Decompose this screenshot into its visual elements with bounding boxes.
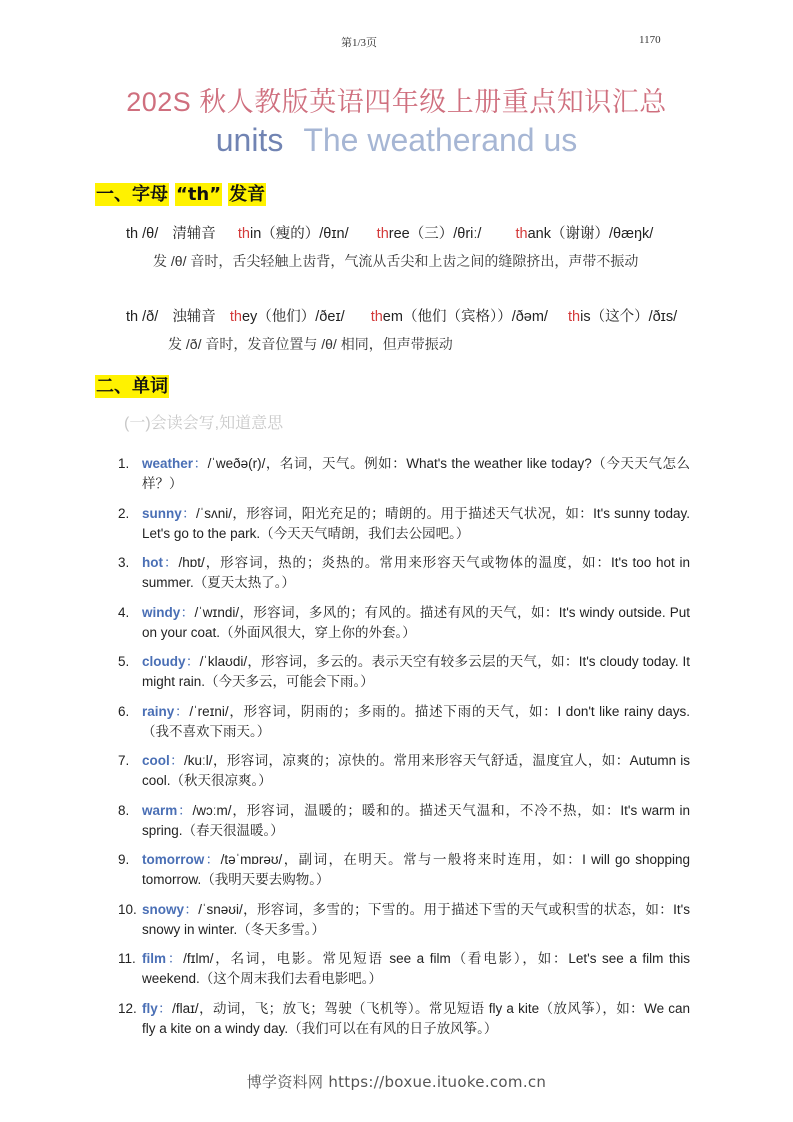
heading-highlight: 一、字母 <box>96 184 168 205</box>
heading-th: “th” <box>176 184 222 205</box>
heading-highlight: 二、单词 <box>96 376 168 397</box>
units-label: units <box>215 122 284 158</box>
voiced-description: 发 /ð/ 音时，发音位置与 /θ/ 相同，但声带振动 <box>168 336 453 352</box>
vocab-item: 3. hot：/hɒt/，形容词，热的；炎热的。常用来形容天气或物体的温度，如：It's too hot in summer.（夏天太热了。） <box>118 555 691 590</box>
section-heading-vocabulary <box>95 372 169 398</box>
vocab-item: 8. warm：/wɔːm/，形容词，温暖的；暖和的。描述天气温和，不冷不热，如：It's warm in spring.（春天很温暖。） <box>118 802 690 838</box>
vocab-item: 1. weather：/ˈweðə(r)/，名词，天气。例如：What's the weather like today?（今天天气怎么样？） <box>118 456 691 491</box>
heading-suffix: 发音 <box>229 184 266 205</box>
voiceless-th-line <box>126 222 653 243</box>
unit-title <box>0 122 793 159</box>
subheading-read-write: (一)会读会写,知道意思 <box>124 415 284 432</box>
vocab-item: 9. tomorrow：/təˈmɒrəʊ/，副词，在明天。常与一般将来时连用，如：I will go shopping tomorrow.（我明天要去购物。） <box>118 852 691 887</box>
section-heading-th-pronunciation <box>95 180 266 206</box>
vocab-word: windy <box>142 604 181 620</box>
voiceless-type: 清辅音 <box>172 226 216 242</box>
vocab-word: snowy <box>142 901 185 917</box>
vocab-word: film <box>142 951 167 966</box>
vocab-item: 12. fly：/flaɪ/，动词，飞；放飞；驾驶（飞机等）。常见短语 fly a kite（放风筝），如：We can fly a kite on a windy day.（我们可以在有风的日子放风筝。） <box>118 1000 691 1036</box>
example-them: them（他们（宾格））/ðəm/ <box>370 309 548 325</box>
vocab-item: 5. cloudy：/ˈklaʊdi/，形容词，多云的。表示天空有较多云层的天气，如：It's cloudy today. It might rain.（今天多云，可能会下雨。） <box>118 654 690 689</box>
vocab-item: 2. sunny：/ˈsʌni/，形容词，阳光充足的；晴朗的。用于描述天气状况，如：It's sunny today. Let's go to the park.（今天天气晴朗，我们去公园吧。） <box>118 505 690 541</box>
vocab-item: 10. snowy：/ˈsnəʊi/，形容词，多雪的；下雪的。用于描述下雪的天气或积雪的状态，如：It's snowy in winter.（冬天多雪。） <box>118 901 690 937</box>
vocab-word: fly <box>142 1000 158 1016</box>
example-this: this（这个）/ðɪs/ <box>568 309 678 325</box>
vocab-item: 7. cool：/kuːl/，形容词，凉爽的；凉快的。常用来形容天气舒适，温度宜人，如：Autumn is cool.（秋天很凉爽。） <box>118 753 690 788</box>
page-indicator: 第1/3页 <box>341 37 378 49</box>
voiced-type: 浊辅音 <box>172 309 216 325</box>
example-thank: thank（谢谢）/θæŋk/ <box>515 226 654 242</box>
vocab-item: 11. film：/fɪlm/，名词，电影。常见短语 see a film（看电影），如：Let's see a film this weekend.（这个周末我们去看电影吧。） <box>118 951 690 986</box>
vocab-word: rainy <box>142 703 175 719</box>
vocabulary-list <box>118 454 690 1048</box>
unit-name: The weatherand us <box>303 122 578 158</box>
vocab-word: cloudy <box>142 654 186 669</box>
vocab-word: sunny <box>142 505 182 521</box>
example-three: three（三）/θriː/ <box>376 226 482 242</box>
vocab-item: 4. windy：/ˈwɪndi/，形容词，多风的；有风的。描述有风的天气，如：It's windy outside. Put on your coat.（外面风很大，穿上你的外套。） <box>118 604 690 640</box>
example-they: they（他们）/ðeɪ/ <box>229 309 345 325</box>
footer-watermark: 博学资料网 https://boxue.ituoke.com.cn <box>246 1073 547 1091</box>
vocab-item: 6. rainy：/ˈreɪni/，形容词，阴雨的；多雨的。描述下雨的天气，如：I don't like rainy days.（我不喜欢下雨天。） <box>118 703 690 739</box>
voiced-label: th /ð/ <box>126 309 159 325</box>
vocab-word: cool <box>142 753 170 768</box>
page-header <box>0 34 793 50</box>
voiceless-label: th /θ/ <box>126 226 159 242</box>
voiced-th-line <box>126 305 677 326</box>
vocab-word: hot <box>142 555 163 570</box>
document-number: 1170 <box>639 34 661 46</box>
vocab-word: weather <box>142 456 194 471</box>
example-thin: thin（瘦的）/θɪn/ <box>237 226 349 242</box>
vocab-word: warm <box>142 802 178 818</box>
document-title: 202S 秋人教版英语四年级上册重点知识汇总 <box>126 87 667 117</box>
vocab-word: tomorrow <box>142 852 205 867</box>
voiceless-description: 发 /θ/ 音时，舌尖轻触上齿背，气流从舌尖和上齿之间的缝隙挤出，声带不振动 <box>153 253 639 269</box>
